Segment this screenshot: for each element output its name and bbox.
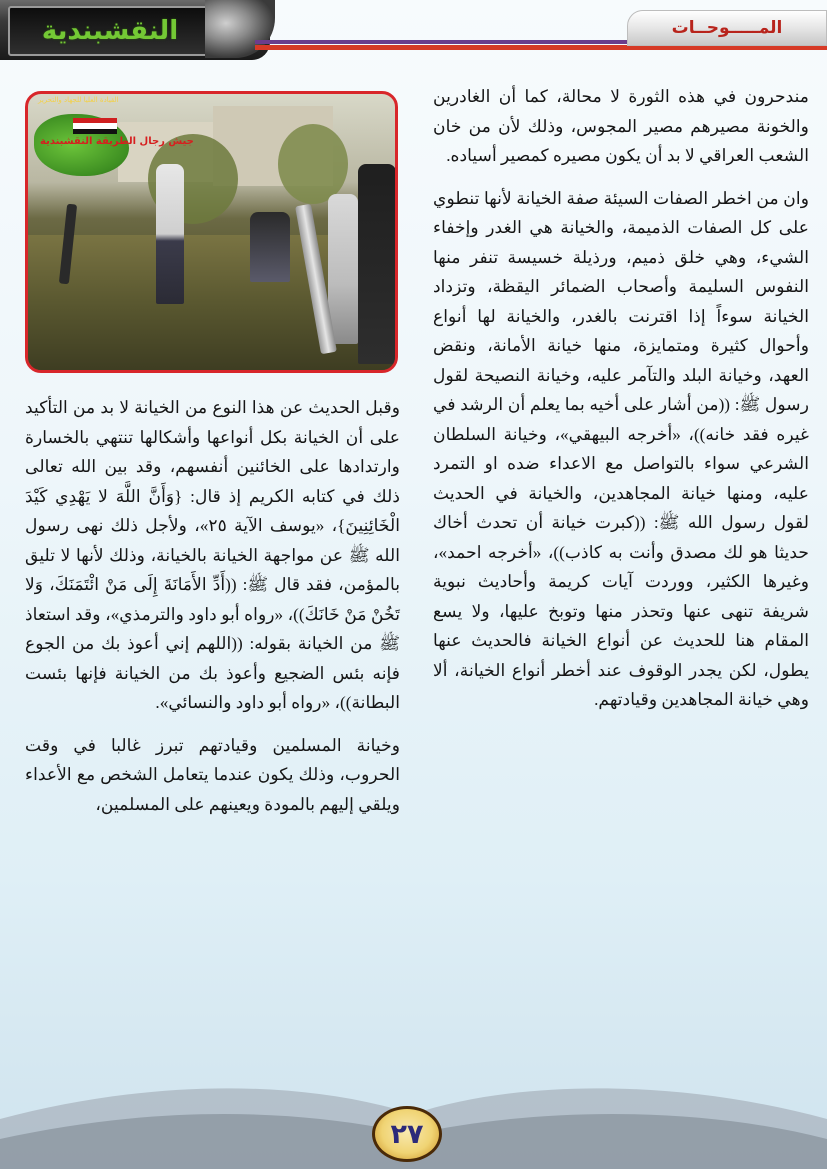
photo-person xyxy=(250,212,290,282)
logo-plate xyxy=(8,6,212,56)
photo-person xyxy=(328,194,358,344)
photo-tree xyxy=(278,124,348,204)
photo-person xyxy=(156,164,184,304)
photo-person xyxy=(358,164,396,364)
paragraph: وخيانة المسلمين وقيادتهم تبرز غالبا في وقت الحروب، وذلك يكون عندما يتعامل الشخص مع الأعداء ويلقي إليهم بالمودة ويعينهم على المسلمين، xyxy=(25,735,400,814)
page-number: ٢٧ xyxy=(390,1118,424,1150)
paragraph: وقبل الحديث عن هذا النوع من الخيانة لا بد من التأكيد على أن الخيانة بكل أنواعها وأشكالها تنتهي بالخسارة وارتدادها على الخائنين أنفسهم، وقد بين الله تعالى ذلك في كتابه الكريم إذ قال: {وَأَنَّ اللَّهَ لا يَهْدِي كَيْدَ الْخَائِنِينَ}، «يوسف الآية ٢٥»، ولأجل ذلك نهى رسول الله ﷺ عن مواجهة الخيانة بالخيانة، وذلك لأنها لا تليق بالمؤمن، فقد قال ﷺ: ((أَدِّ الأَمَانَةَ إِلَى مَنْ ائْتَمَنَكَ، وَلا تَخُنْ مَنْ خَانَكَ))، «رواه أبو داود والترمذي»، وقد استعاذ ﷺ من الخيانة بقوله: ((اللهم إني أعوذ بك من الجوع فإنه بئس الضجيع وأعوذ بك من الخيانة فإنها بئست البطانة))، «رواه أبو داود والنسائي». xyxy=(25,398,400,712)
article-photo xyxy=(25,91,398,373)
article-column-left xyxy=(25,393,400,819)
page-number-badge xyxy=(372,1106,442,1162)
article-column-right xyxy=(433,82,809,715)
section-title: المـــــوحــات xyxy=(671,18,783,38)
magazine-logo xyxy=(0,0,270,60)
photo-badge-text: جيش رجال الطريقة النقشبندية xyxy=(40,136,194,147)
flag-icon xyxy=(73,118,117,134)
photo-caption: القيادة العليا للجهاد والتحرير xyxy=(38,96,119,104)
section-tab xyxy=(627,10,827,46)
paragraph: وان من اخطر الصفات السيئة صفة الخيانة لأنها تنطوي على كل الصفات الذميمة، والخيانة هي الغدر وإخفاء الشيء، وهي خلق ذميم، ورذيلة خسيسة تنفر منها النفوس السليمة وأصحاب الضمائر اليقظة، وتزداد الخيانة سوءاً إذا اقترنت بالغدر، والخيانة لها أنواع وأحوال كثيرة ومتمايزة، منها خيانة الأمانة، ونقض العهد، وخيانة البلد والتآمر عليه، وخيانة النصيحة لقول رسول ﷺ: ((من أشار على أخيه بما يعلم أن الرشد في غيره فقد خانه))، «أخرجه البيهقي»، وخيانة السلطان الشرعي سواء بالتواصل مع الاعداء ضده او التمرد عليه، ومنها خيانة المجاهدين، والخيانة في الحديث لقول رسول الله ﷺ: ((كبرت خيانة أن تحدث أخاك حديثا هو لك مصدق وأنت به كاذب))، «أخرجه احمد»، وغيرها الكثير، ووردت آيات كريمة وأحاديث نبوية شريفة تنهى عنها وتحذر منها وتوبخ عليها، ولا يسع المقام هنا للحديث عن أنواع الخيانة فالحديث عنها يطول، لكن يجدر الوقوف عند أخطر أنواع الخيانة، ألا وهي خيانة المجاهدين وقيادتهم. xyxy=(433,188,809,709)
header-rule-purple xyxy=(255,40,655,44)
logo-text: النقشبندية xyxy=(41,16,179,46)
paragraph: مندحرون في هذه الثورة لا محالة، كما أن الغادرين والخونة مصيرهم مصير المجوس، وذلك لأن من خان الشعب العراقي لا بد أن يكون مصيره كمصير أسياده. xyxy=(433,87,809,165)
